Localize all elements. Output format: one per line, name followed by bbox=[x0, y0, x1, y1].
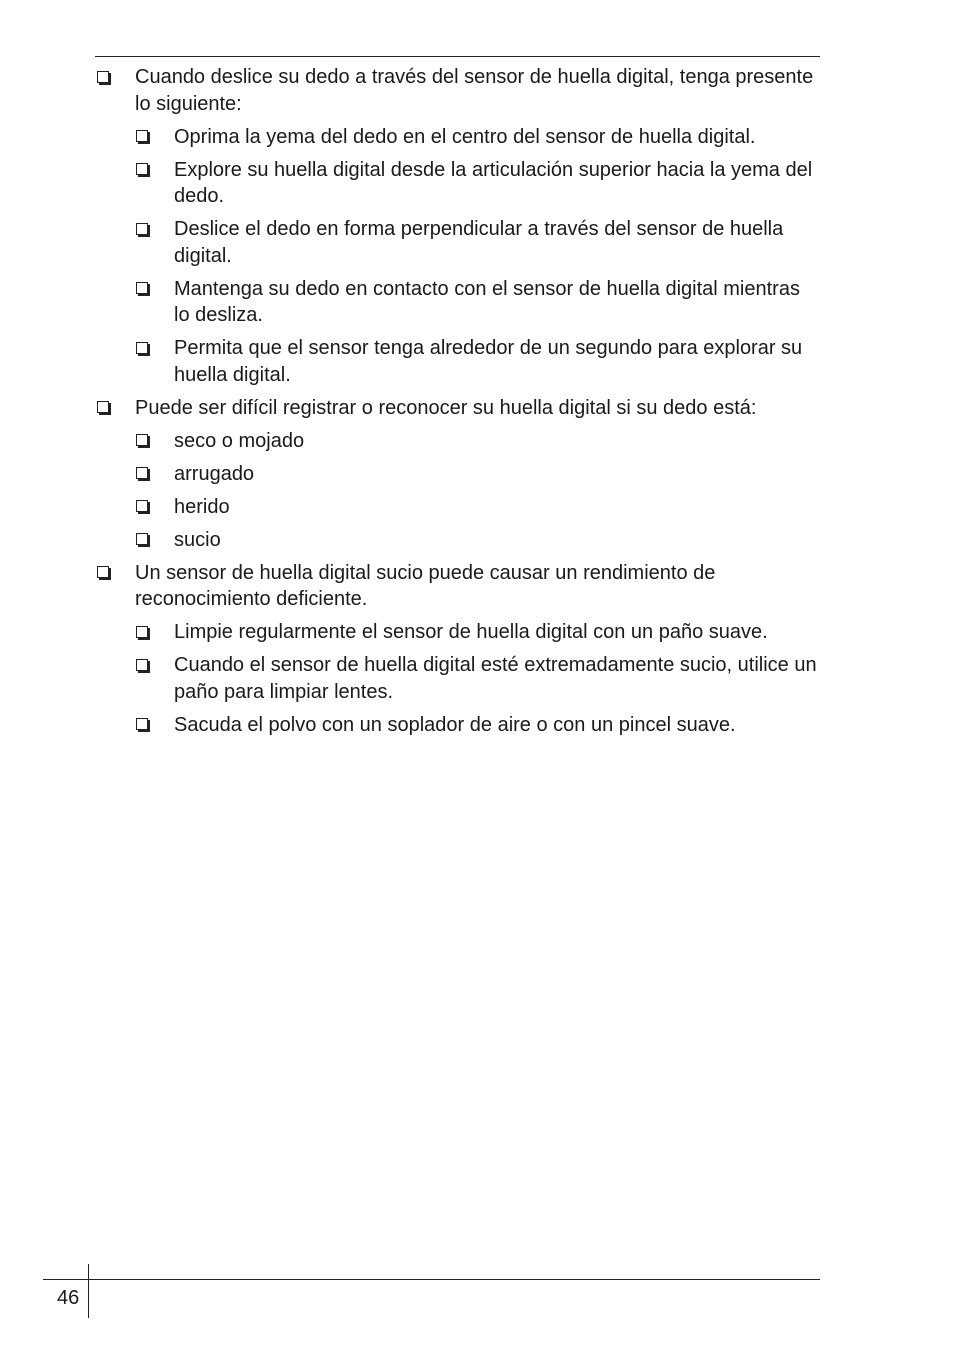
checkbox-bullet-icon bbox=[136, 533, 148, 545]
checkbox-bullet-icon bbox=[136, 130, 148, 142]
list-item-text: Oprima la yema del dedo en el centro del sensor de huella digital. bbox=[174, 125, 756, 148]
list-item bbox=[95, 216, 820, 269]
list-item-text: arrugado bbox=[174, 462, 255, 485]
checkbox-bullet-icon bbox=[136, 282, 148, 294]
list-item-text: Un sensor de huella digital sucio puede causar un rendimiento de reconocimiento deficiente. bbox=[135, 561, 716, 610]
list-item bbox=[95, 276, 820, 329]
list-item bbox=[95, 652, 820, 705]
list-item-text: Permita que el sensor tenga alrededor de un segundo para explorar su huella digital. bbox=[174, 337, 803, 386]
bullet-list bbox=[95, 64, 820, 745]
list-item bbox=[95, 335, 820, 388]
checkbox-bullet-icon bbox=[136, 163, 148, 175]
checkbox-bullet-icon bbox=[136, 434, 148, 446]
list-item-text: seco o mojado bbox=[174, 429, 305, 452]
list-item-text: Mantenga su dedo en contacto con el sensor de huella digital mientras lo desliza. bbox=[174, 277, 800, 326]
checkbox-bullet-icon bbox=[97, 71, 109, 83]
checkbox-bullet-icon bbox=[136, 500, 148, 512]
bottom-rule bbox=[43, 1279, 820, 1280]
list-item bbox=[95, 428, 820, 455]
list-item bbox=[95, 619, 820, 646]
list-item bbox=[95, 64, 820, 117]
list-item bbox=[95, 712, 820, 739]
page-number-divider bbox=[88, 1264, 89, 1318]
checkbox-bullet-icon bbox=[136, 342, 148, 354]
checkbox-bullet-icon bbox=[97, 401, 109, 413]
list-item-text: Sacuda el polvo con un soplador de aire o con un pincel suave. bbox=[174, 713, 736, 736]
list-item-text: Limpie regularmente el sensor de huella digital con un paño suave. bbox=[174, 621, 768, 643]
list-item bbox=[95, 494, 820, 521]
list-item bbox=[95, 527, 820, 554]
list-item-text: Deslice el dedo en forma perpendicular a través del sensor de huella digital. bbox=[174, 218, 784, 267]
list-item-text: sucio bbox=[174, 528, 221, 551]
checkbox-bullet-icon bbox=[136, 626, 148, 638]
list-item bbox=[95, 395, 820, 422]
list-item-text: herido bbox=[174, 495, 230, 518]
list-item bbox=[95, 461, 820, 488]
list-item-text: Explore su huella digital desde la articulación superior hacia la yema del dedo. bbox=[174, 158, 813, 207]
list-item bbox=[95, 157, 820, 210]
top-rule bbox=[95, 56, 820, 57]
checkbox-bullet-icon bbox=[136, 718, 148, 730]
page-number: 46 bbox=[57, 1287, 80, 1309]
list-item-text: Cuando deslice su dedo a través del sensor de huella digital, tenga presente lo siguiente: bbox=[135, 66, 814, 115]
list-item bbox=[95, 124, 820, 151]
checkbox-bullet-icon bbox=[136, 467, 148, 479]
checkbox-bullet-icon bbox=[136, 223, 148, 235]
checkbox-bullet-icon bbox=[97, 566, 109, 578]
list-item-text: Puede ser difícil registrar o reconocer su huella digital si su dedo está: bbox=[135, 396, 757, 419]
list-item bbox=[95, 560, 820, 613]
checkbox-bullet-icon bbox=[136, 659, 148, 671]
list-item-text: Cuando el sensor de huella digital esté extremadamente sucio, utilice un paño para limpiar lentes. bbox=[174, 654, 817, 703]
